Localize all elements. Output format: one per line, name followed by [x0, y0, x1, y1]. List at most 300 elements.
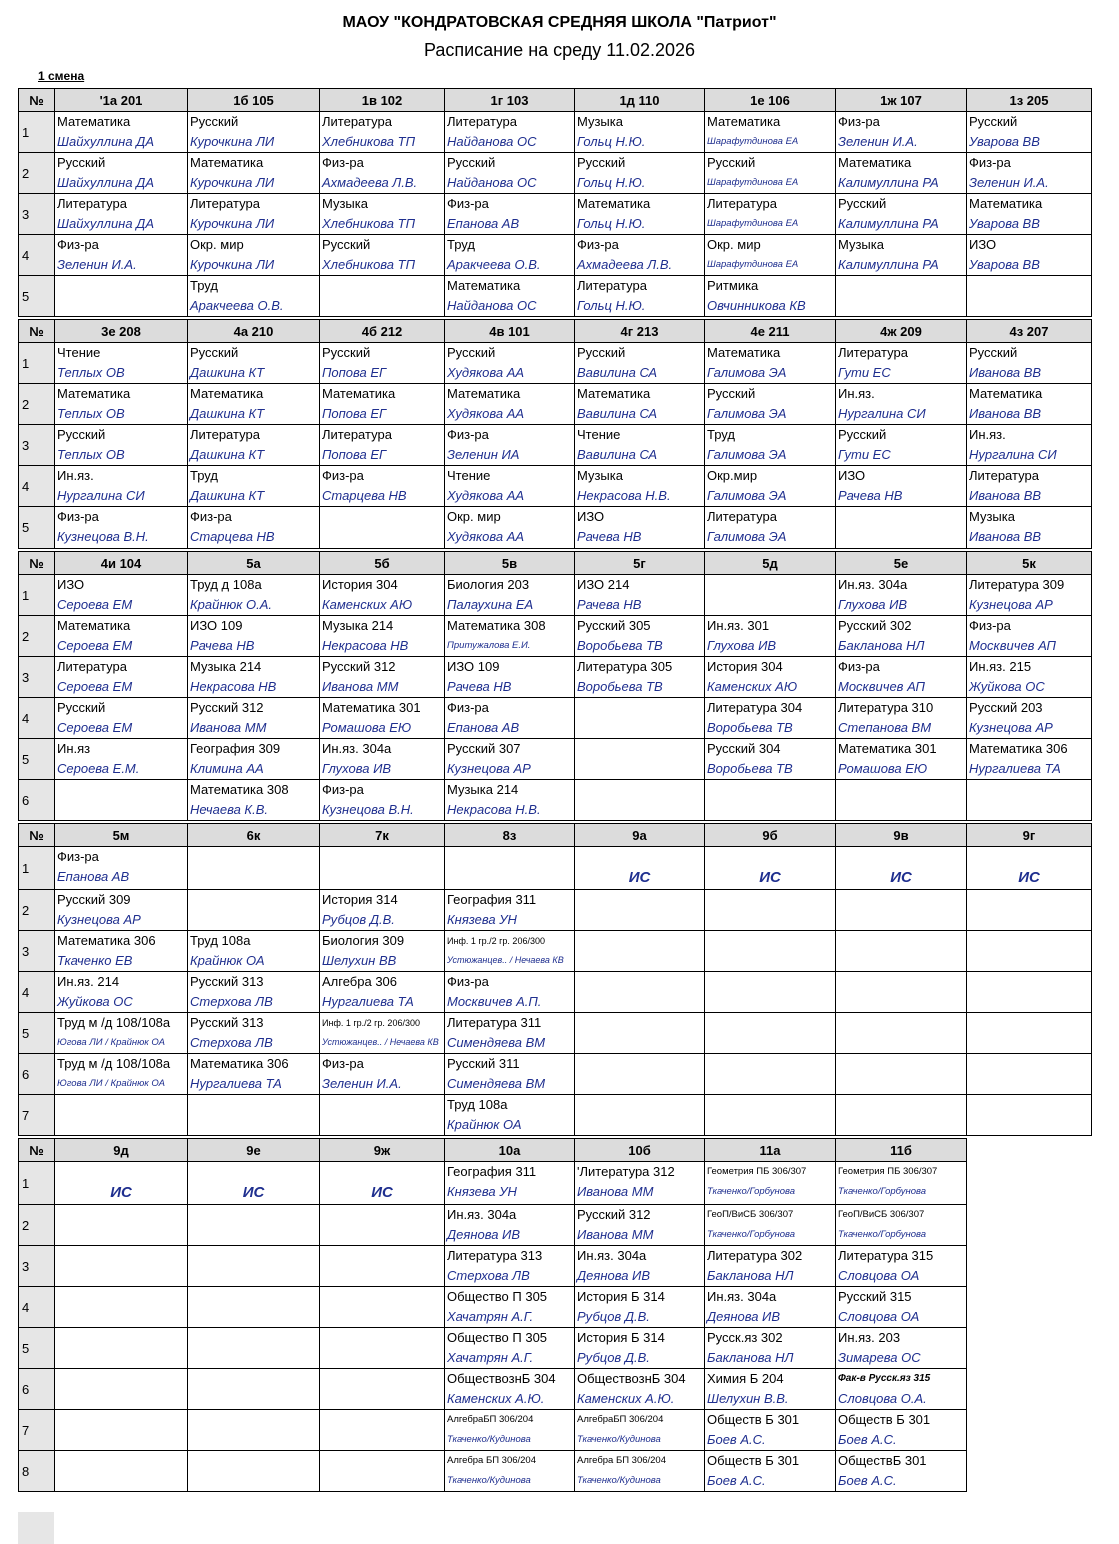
lesson-number-header: № — [19, 1139, 55, 1162]
subject-label: Математика — [969, 196, 1043, 211]
lesson-cell — [705, 425, 836, 466]
lesson-cell — [967, 657, 1092, 698]
lesson-cell — [55, 739, 188, 780]
teacher-label: Воробьева ТВ — [707, 761, 793, 776]
lesson-cell — [320, 384, 445, 425]
lesson-row — [19, 657, 1092, 698]
class-header: 11б — [836, 1139, 967, 1162]
empty-lesson-cell — [188, 1328, 320, 1369]
empty-lesson-cell — [705, 1013, 836, 1054]
lesson-row — [19, 153, 1092, 194]
class-header: 4е 211 — [705, 320, 836, 343]
subject-label: Русский 313 — [190, 1015, 264, 1030]
subject-label: Математика — [447, 278, 521, 293]
empty-lesson-cell — [55, 1205, 188, 1246]
subject-label: Русский — [447, 345, 496, 360]
lesson-cell — [575, 276, 705, 317]
lesson-cell — [55, 507, 188, 549]
teacher-label: Курочкина ЛИ — [190, 175, 275, 190]
subject-label: Музыка — [577, 468, 623, 483]
schedule-block — [18, 551, 1092, 821]
lesson-cell — [320, 972, 445, 1013]
subject-label: ОбществБ 301 — [838, 1453, 927, 1468]
lesson-cell — [705, 657, 836, 698]
teacher-label: Боев А.С. — [838, 1473, 897, 1488]
lesson-number: 6 — [19, 780, 55, 821]
subject-label: Русский — [707, 386, 756, 401]
lesson-row — [19, 1287, 967, 1328]
lesson-cell — [445, 384, 575, 425]
subject-label: Физ-ра — [57, 509, 99, 524]
empty-lesson-cell — [188, 1246, 320, 1287]
teacher-label: Овчинникова КВ — [707, 298, 806, 313]
class-header: 1д 110 — [575, 89, 705, 112]
lesson-cell — [836, 235, 967, 276]
subject-label: Окр.мир — [707, 468, 758, 483]
teacher-label: Дашкина КТ — [190, 406, 265, 421]
subject-label: Ин.яз. 304а — [707, 1289, 777, 1304]
lesson-cell — [575, 507, 705, 549]
lesson-cell — [445, 153, 575, 194]
teacher-label: Хлебникова ТП — [322, 257, 415, 272]
class-header: 3е 208 — [55, 320, 188, 343]
teacher-label: Ромашова ЕЮ — [838, 761, 928, 776]
subject-label: Музыка — [838, 237, 884, 252]
teacher-label: Вавилина СА — [577, 447, 658, 462]
empty-lesson-cell — [705, 575, 836, 616]
lesson-cell — [320, 235, 445, 276]
empty-lesson-cell — [188, 1451, 320, 1492]
lesson-cell — [55, 112, 188, 153]
empty-lesson-cell — [188, 1410, 320, 1451]
lesson-number: 1 — [19, 847, 55, 890]
class-header: 9ж — [320, 1139, 445, 1162]
lesson-cell — [445, 1205, 575, 1246]
empty-lesson-cell — [55, 276, 188, 317]
teacher-label: Попова ЕГ — [322, 406, 387, 421]
empty-lesson-cell — [836, 507, 967, 549]
teacher-label: Дашкина КТ — [190, 488, 265, 503]
teacher-label: Деянова ИВ — [447, 1227, 521, 1242]
lesson-cell — [836, 1410, 967, 1451]
empty-lesson-cell — [967, 972, 1092, 1013]
lesson-cell — [705, 1369, 836, 1410]
lesson-cell — [320, 890, 445, 931]
subject-label: Обществ Б 301 — [707, 1453, 800, 1468]
subject-label: ГеоП/ВиСБ 306/307 — [838, 1209, 925, 1220]
lesson-cell — [445, 235, 575, 276]
lesson-cell — [445, 575, 575, 616]
teacher-label: Рачева НВ — [577, 597, 642, 612]
subject-label: Литература — [969, 468, 1039, 483]
teacher-label: Иванова ВВ — [969, 529, 1042, 544]
teacher-label: Сероева Е.М. — [57, 761, 140, 776]
lesson-cell — [967, 235, 1092, 276]
teacher-label: Гольц Н.Ю. — [577, 216, 646, 231]
subject-label: Литература 311 — [447, 1015, 542, 1030]
subject-label: Литература 309 — [969, 577, 1065, 592]
subject-label: Русский 315 — [838, 1289, 912, 1304]
lesson-cell — [188, 466, 320, 507]
lesson-row — [19, 1328, 967, 1369]
teacher-label: Стерхова ЛВ — [447, 1268, 530, 1283]
teacher-label: Шайхуллина ДА — [57, 134, 154, 149]
teacher-label: Притужалова Е.И. — [447, 640, 531, 651]
lesson-row — [19, 780, 1092, 821]
teacher-label: Галимова ЭА — [707, 488, 787, 503]
teacher-label: Попова ЕГ — [322, 447, 387, 462]
lesson-cell — [188, 739, 320, 780]
subject-label: Литература 304 — [707, 700, 803, 715]
lesson-cell — [836, 112, 967, 153]
lesson-cell — [445, 1369, 575, 1410]
class-header: 4ж 209 — [836, 320, 967, 343]
lesson-cell — [967, 384, 1092, 425]
empty-lesson-cell — [575, 1054, 705, 1095]
lesson-cell — [188, 425, 320, 466]
subject-label: Русский — [57, 427, 106, 442]
class-header: 4г 213 — [575, 320, 705, 343]
lesson-cell — [836, 616, 967, 657]
teacher-label: Бакланова НЛ — [838, 638, 925, 653]
teacher-label: Курочкина ЛИ — [190, 257, 275, 272]
lesson-cell — [320, 466, 445, 507]
lesson-cell — [575, 1451, 705, 1492]
teacher-label: Кузнецова АР — [447, 761, 531, 776]
empty-lesson-cell — [188, 1205, 320, 1246]
teacher-label: Иванова ММ — [577, 1227, 654, 1242]
teacher-label: Дашкина КТ — [190, 447, 265, 462]
subject-label: Математика 301 — [322, 700, 421, 715]
class-header: 4а 210 — [188, 320, 320, 343]
teacher-label: Крайнюк О.А. — [190, 597, 273, 612]
subject-label: Русский 313 — [190, 974, 264, 989]
subject-label: Литература — [577, 278, 647, 293]
teacher-label: Ткаченко/Горбунова — [838, 1186, 927, 1197]
is-marker-cell — [320, 1162, 445, 1205]
teacher-label: Гольц Н.Ю. — [577, 134, 646, 149]
subject-label: Обществ Б 301 — [707, 1412, 800, 1427]
subject-label: Литература 305 — [577, 659, 673, 674]
lesson-cell — [705, 1410, 836, 1451]
subject-label: ИЗО 214 — [577, 577, 630, 592]
class-header: 9а — [575, 824, 705, 847]
lesson-cell — [55, 575, 188, 616]
teacher-label: Хлебникова ТП — [322, 134, 415, 149]
schedule-block — [18, 1138, 967, 1492]
empty-lesson-cell — [188, 1287, 320, 1328]
lesson-cell — [445, 276, 575, 317]
lesson-cell — [320, 780, 445, 821]
is-marker: ИС — [110, 1184, 132, 1201]
school-title: МАОУ "КОНДРАТОВСКАЯ СРЕДНЯЯ ШКОЛА "Патриот" — [342, 14, 777, 31]
subject-label: Математика — [577, 386, 651, 401]
subject-label: ОбществознБ 304 — [447, 1371, 556, 1386]
subject-label: Русский — [57, 700, 106, 715]
lesson-cell — [55, 235, 188, 276]
lesson-cell — [188, 616, 320, 657]
schedule-date-title: Расписание на среду 11.02.2026 — [423, 40, 696, 60]
teacher-label: Нургалиева ТА — [969, 761, 1061, 776]
lesson-cell — [445, 1246, 575, 1287]
class-header: 5д — [705, 552, 836, 575]
subject-label: Физ-ра — [447, 427, 489, 442]
teacher-label: Воробьева ТВ — [577, 638, 663, 653]
class-header: 1в 102 — [320, 89, 445, 112]
lesson-cell — [575, 1162, 705, 1205]
class-header: 1б 105 — [188, 89, 320, 112]
class-header: 10а — [445, 1139, 575, 1162]
teacher-label: Некрасова Н.В. — [447, 802, 541, 817]
teacher-label: Деянова ИВ — [707, 1309, 781, 1324]
teacher-label: Ромашова ЕЮ — [322, 720, 412, 735]
empty-lesson-cell — [55, 1328, 188, 1369]
teacher-label: Зимарева ОС — [838, 1350, 921, 1365]
teacher-label: Жуйкова ОС — [969, 679, 1045, 694]
teacher-label: Некрасова НВ — [190, 679, 277, 694]
empty-lesson-cell — [55, 1287, 188, 1328]
lesson-cell — [967, 575, 1092, 616]
empty-lesson-cell — [836, 1095, 967, 1136]
lesson-row — [19, 507, 1092, 549]
is-marker: ИС — [890, 869, 912, 886]
subject-label: Труд д 108а — [190, 577, 262, 592]
teacher-label: Зеленин И.А. — [838, 134, 918, 149]
lesson-cell — [705, 276, 836, 317]
lesson-cell — [575, 153, 705, 194]
lesson-number: 4 — [19, 698, 55, 739]
empty-lesson-cell — [320, 1095, 445, 1136]
empty-lesson-cell — [445, 847, 575, 890]
lesson-row — [19, 425, 1092, 466]
subject-label: Литература — [190, 427, 260, 442]
teacher-label: Глухова ИВ — [322, 761, 392, 776]
is-marker: ИС — [242, 1184, 265, 1201]
teacher-label: Старцева НВ — [322, 488, 407, 503]
subject-label: Математика — [707, 345, 781, 360]
lesson-number: 2 — [19, 616, 55, 657]
teacher-label: Попова ЕГ — [322, 365, 387, 380]
teacher-label: Климина АА — [190, 761, 264, 776]
lesson-cell — [575, 425, 705, 466]
lesson-cell — [705, 343, 836, 384]
is-marker-cell — [967, 847, 1092, 890]
teacher-label: Калимуллина РА — [838, 216, 939, 231]
class-header: 7к — [320, 824, 445, 847]
lesson-cell — [320, 1013, 445, 1054]
teacher-label: Галимова ЭА — [707, 529, 787, 544]
subject-label: Ин.яз. 304а — [838, 577, 908, 592]
empty-lesson-cell — [188, 1369, 320, 1410]
lesson-cell — [705, 466, 836, 507]
subject-label: История 304 — [707, 659, 783, 674]
teacher-label: Нургалина СИ — [838, 406, 926, 421]
teacher-label: Каменских А.Ю. — [577, 1391, 675, 1406]
teacher-label: Гольц Н.Ю. — [577, 298, 646, 313]
teacher-label: Худякова АА — [447, 529, 525, 544]
teacher-label: Югова ЛИ / Крайнюк ОА — [57, 1078, 165, 1089]
lesson-cell — [55, 466, 188, 507]
empty-lesson-cell — [575, 698, 705, 739]
lesson-number: 6 — [19, 1054, 55, 1095]
empty-lesson-cell — [575, 931, 705, 972]
subject-label: География 309 — [190, 741, 281, 756]
lesson-cell — [836, 194, 967, 235]
empty-lesson-cell — [320, 276, 445, 317]
lesson-number-header: № — [19, 89, 55, 112]
lesson-cell — [836, 698, 967, 739]
lesson-cell — [705, 1287, 836, 1328]
lesson-cell — [705, 1246, 836, 1287]
teacher-label: Словцова О.А. — [838, 1391, 927, 1406]
teacher-label: Ткаченко/Кудинова — [577, 1434, 661, 1445]
empty-lesson-cell — [320, 1410, 445, 1451]
lesson-cell — [705, 112, 836, 153]
lesson-cell — [705, 698, 836, 739]
lesson-cell — [575, 343, 705, 384]
lesson-row — [19, 931, 1092, 972]
subject-label: Литература — [190, 196, 260, 211]
schedule-block — [18, 88, 1092, 317]
subject-label: Физ-ра — [447, 974, 489, 989]
subject-label: Математика — [707, 114, 781, 129]
lesson-cell — [55, 890, 188, 931]
lesson-cell — [188, 384, 320, 425]
empty-lesson-cell — [320, 847, 445, 890]
empty-lesson-cell — [836, 276, 967, 317]
empty-lesson-cell — [320, 1246, 445, 1287]
lesson-cell — [188, 276, 320, 317]
subject-label: Русский 312 — [577, 1207, 651, 1222]
teacher-label: Степанова ВМ — [838, 720, 932, 735]
teacher-label: Епанова АВ — [447, 720, 520, 735]
class-header: 11а — [705, 1139, 836, 1162]
teacher-label: Уварова ВВ — [969, 134, 1040, 149]
lesson-number: 3 — [19, 931, 55, 972]
is-marker: ИС — [628, 869, 651, 886]
is-marker: ИС — [371, 1184, 393, 1201]
lesson-cell — [445, 780, 575, 821]
subject-label: Физ-ра — [190, 509, 232, 524]
teacher-label: Москвичев АП — [969, 638, 1056, 653]
subject-label: Окр. мир — [707, 237, 761, 252]
subject-label: Литература 315 — [838, 1248, 934, 1263]
lesson-cell — [445, 194, 575, 235]
empty-lesson-cell — [836, 890, 967, 931]
is-marker-cell — [836, 847, 967, 890]
subject-label: Литература — [707, 509, 777, 524]
subject-label: Инф. 1 гр./2 гр. 206/300 — [447, 936, 545, 946]
subject-label: Чтение — [577, 427, 621, 442]
lesson-number: 2 — [19, 1205, 55, 1246]
lesson-cell — [320, 616, 445, 657]
subject-label: Русский — [447, 155, 496, 170]
teacher-label: Ахмадеева Л.В. — [322, 175, 418, 190]
teacher-label: Ткаченко/Кудинова — [447, 1434, 531, 1445]
lesson-number: 5 — [19, 1013, 55, 1054]
lesson-cell — [188, 575, 320, 616]
empty-lesson-cell — [705, 931, 836, 972]
empty-lesson-cell — [320, 1451, 445, 1492]
subject-label: История Б 314 — [577, 1289, 665, 1304]
lesson-cell — [445, 466, 575, 507]
lesson-cell — [705, 1328, 836, 1369]
lesson-number: 7 — [19, 1410, 55, 1451]
teacher-label: Калимуллина РА — [838, 257, 939, 272]
lesson-cell — [55, 194, 188, 235]
class-header: 1з 205 — [967, 89, 1092, 112]
subject-label: Физ-ра — [322, 468, 364, 483]
lesson-cell — [836, 739, 967, 780]
lesson-number: 4 — [19, 466, 55, 507]
lesson-cell — [445, 1410, 575, 1451]
lesson-cell — [55, 343, 188, 384]
lesson-cell — [445, 931, 575, 972]
subject-label: Физ-ра — [57, 237, 99, 252]
class-header: 9е — [188, 1139, 320, 1162]
lesson-number: 3 — [19, 657, 55, 698]
teacher-label: Зеленин И.А. — [969, 175, 1049, 190]
class-header: 5в — [445, 552, 575, 575]
lesson-cell — [575, 194, 705, 235]
lesson-row — [19, 112, 1092, 153]
teacher-label: Иванова ММ — [577, 1184, 654, 1199]
lesson-cell — [575, 1328, 705, 1369]
teacher-label: Найданова ОС — [447, 175, 537, 190]
empty-lesson-cell — [320, 507, 445, 549]
lesson-cell — [445, 739, 575, 780]
lesson-number: 5 — [19, 276, 55, 317]
subject-label: Ин.яз. 301 — [707, 618, 770, 633]
teacher-label: Хачатрян А.Г. — [447, 1350, 534, 1365]
teacher-label: Кузнецова В.Н. — [57, 529, 149, 544]
subject-label: Математика — [838, 155, 912, 170]
lesson-cell — [967, 466, 1092, 507]
lesson-number: 2 — [19, 890, 55, 931]
teacher-label: Сероева ЕМ — [57, 679, 133, 694]
lesson-cell — [967, 616, 1092, 657]
lesson-cell — [55, 1013, 188, 1054]
teacher-label: Жуйкова ОС — [57, 994, 133, 1009]
subject-label: Труд — [190, 468, 218, 483]
subject-label: Русский 305 — [577, 618, 651, 633]
lesson-cell — [55, 153, 188, 194]
teacher-label: Крайнюк ОА — [190, 953, 265, 968]
empty-lesson-cell — [188, 1095, 320, 1136]
teacher-label: Уварова ВВ — [969, 216, 1040, 231]
lesson-row — [19, 575, 1092, 616]
subject-label: Алгебра БП 306/204 — [577, 1455, 667, 1466]
lesson-cell — [320, 698, 445, 739]
subject-label: Музыка 214 — [322, 618, 394, 633]
subject-label: Ин.яз. 304а — [322, 741, 392, 756]
subject-label: Физ-ра — [838, 659, 880, 674]
lesson-cell — [445, 698, 575, 739]
subject-label: Русский 312 — [322, 659, 396, 674]
lesson-cell — [320, 657, 445, 698]
teacher-label: Воробьева ТВ — [707, 720, 793, 735]
subject-label: Общество П 305 — [447, 1330, 548, 1345]
empty-lesson-cell — [575, 1095, 705, 1136]
lesson-cell — [705, 153, 836, 194]
subject-label: Музыка 214 — [447, 782, 519, 797]
lesson-number: 7 — [19, 1095, 55, 1136]
teacher-label: Иванова ММ — [322, 679, 399, 694]
subject-label: Литература — [838, 345, 908, 360]
teacher-label: Гути ЕС — [838, 447, 891, 462]
lesson-cell — [188, 780, 320, 821]
lesson-cell — [575, 112, 705, 153]
